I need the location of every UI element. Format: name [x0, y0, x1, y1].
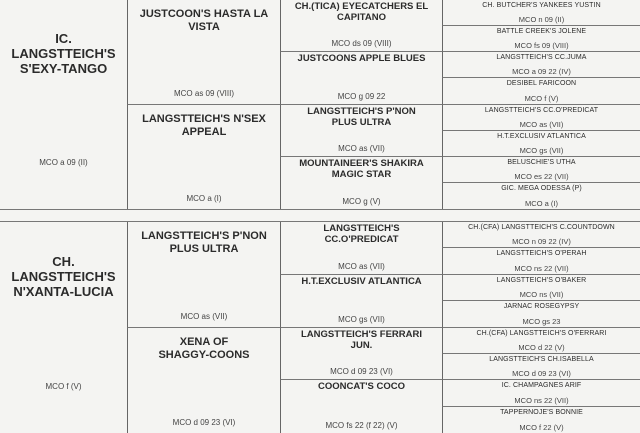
grandparent-dam-sire-name [281, 106, 442, 128]
grandparent-dam-dam-name [281, 381, 442, 392]
great-grandparent-sire-sire-sire-name-text: CH.(CFA) LANGSTTEICH'S C.COUNTDOWN [468, 224, 615, 231]
parent-dam [127, 105, 280, 210]
grandparent-sire-sire-name-line: LANGSTTEICH'S [323, 223, 400, 234]
grandparent-dam-sire-name-line: LANGSTTEICH'S FERRARI [300, 328, 422, 340]
grandparent-dam-sire [280, 105, 442, 157]
great-grandparent-dam-dam-sire-name [443, 381, 640, 390]
grandparent-sire-sire-name [281, 223, 442, 245]
grandparent-sire-sire [280, 222, 442, 275]
great-grandparent-dam-sire-sire [442, 328, 640, 354]
parent-dam-name [128, 336, 280, 362]
parent-sire-breed-code: MCO as 09 (VIII) [173, 88, 234, 98]
great-grandparent-dam-sire-dam-breed-code: MCO gs (VII) [519, 145, 564, 155]
subject-name-line: LANGSTTEICH'S [11, 269, 116, 284]
great-grandparent-sire-sire-dam-breed-code: MCO ns 22 (VII) [514, 263, 569, 273]
parent-sire-breed-code: MCO as (VII) [180, 311, 228, 321]
great-grandparent-sire-sire-sire-breed-code: MCO n 09 22 (IV) [512, 237, 571, 247]
great-grandparent-sire-dam-dam [442, 78, 640, 104]
great-grandparent-sire-sire-dam-breed-code: MCO fs 09 (VIII) [514, 41, 569, 51]
great-grandparent-sire-sire-sire-name [443, 223, 640, 232]
great-grandparent-sire-sire-dam-name [443, 27, 640, 36]
great-grandparent-sire-dam-dam-name-text: JARNAC ROSEGYPSY [503, 303, 580, 311]
great-grandparent-dam-sire-sire-name-text: LANGSTTEICH'S CC.O'PREDICAT [484, 106, 599, 114]
great-grandparent-sire-sire-dam [442, 248, 640, 274]
subject-name [0, 254, 127, 299]
great-grandparent-dam-dam-dam-name-text: GIC. MEGA ODESSA (P) [501, 184, 582, 192]
great-grandparent-sire-dam-sire-name-text: LANGSTTEICH'S O'BAKER [496, 276, 587, 284]
parent-sire-name [128, 8, 280, 34]
grandparent-sire-dam-name [281, 276, 442, 287]
grandparent-sire-dam-breed-code: MCO gs (VII) [338, 314, 385, 324]
great-grandparent-sire-dam-sire [442, 275, 640, 301]
grandparent-dam-sire-name [281, 329, 442, 351]
great-grandparent-dam-dam-sire-name-text: BELUSCHIE'S UTHA [507, 158, 576, 166]
grandparent-sire-dam [280, 275, 442, 328]
great-grandparent-dam-dam-sire-breed-code: MCO ns 22 (VII) [514, 395, 569, 405]
pedigree-2 [0, 222, 640, 433]
grandparent-dam-dam [280, 380, 442, 433]
parent-dam-name-line: APPEAL [181, 125, 227, 138]
parent-sire [127, 0, 280, 105]
grandparent-dam-dam-name-line: MAGIC STAR [331, 168, 392, 180]
grandparent-dam-dam-breed-code: MCO fs 22 (f 22) (V) [325, 421, 398, 430]
grandparent-dam-sire-name-line: PLUS ULTRA [331, 116, 392, 128]
grandparent-dam-dam-name-line: MOUNTAINEER'S SHAKIRA [299, 157, 424, 169]
great-grandparent-dam-dam-sire [442, 380, 640, 406]
grandparent-sire-sire-name-line: CAPITANO [337, 12, 386, 23]
great-grandparent-dam-dam-sire-name [443, 158, 640, 167]
grandparent-dam-sire-name-line: LANGSTTEICH'S P'NON [307, 105, 416, 117]
parent-sire [127, 222, 280, 328]
great-grandparent-dam-dam-dam-name-text: TAPPERNOJE'S BONNIE [500, 408, 583, 416]
great-grandparent-dam-sire-sire-breed-code: MCO d 22 (V) [518, 342, 565, 352]
parent-dam-name-line: XENA OF [179, 335, 229, 348]
great-grandparent-dam-dam-dam [442, 407, 640, 433]
great-grandparent-dam-dam-dam-name [443, 184, 640, 193]
great-grandparent-dam-sire-dam-breed-code: MCO d 09 23 (VI) [512, 369, 571, 379]
grandparent-sire-dam-name-line: JUSTCOONS APPLE BLUES [297, 53, 426, 65]
subject-name-line: S'EXY-TANGO [19, 61, 108, 76]
grandparent-sire-dam-name [281, 53, 442, 64]
great-grandparent-dam-sire-dam-name [443, 355, 640, 364]
subject-name-line: IC. [55, 31, 72, 46]
grandparent-dam-sire-breed-code: MCO as (VII) [338, 143, 385, 153]
grandparent-sire-sire-breed-code: MCO as (VII) [338, 261, 385, 271]
great-grandparent-sire-dam-dam-name [443, 79, 640, 88]
great-grandparent-sire-dam-dam-breed-code: MCO f (V) [524, 93, 559, 103]
parent-dam-breed-code: MCO a (I) [186, 194, 222, 203]
great-grandparent-dam-dam-sire [442, 157, 640, 183]
great-grandparent-sire-dam-dam-breed-code: MCO gs 23 [522, 316, 561, 326]
great-grandparent-sire-dam-sire-breed-code: MCO a 09 22 (IV) [512, 67, 571, 77]
great-grandparent-dam-sire-dam-name [443, 132, 640, 141]
grandparent-dam-sire [280, 328, 442, 381]
subject [0, 0, 127, 209]
grandparent-sire-sire-name-line: CC.O'PREDICAT [324, 234, 399, 245]
grandparent-sire-dam-name-line: H.T.EXCLUSIV ATLANTICA [301, 275, 422, 287]
great-grandparent-dam-dam-dam-name [443, 408, 640, 417]
subject-breed-code: MCO f (V) [45, 382, 82, 391]
great-grandparent-dam-sire-dam-name-text: H.T.EXCLUSIV ATLANTICA [497, 132, 586, 140]
subject-name-line: N'XANTA-LUCIA [13, 284, 114, 299]
parent-sire-name-line: JUSTCOON'S HASTA LA [139, 8, 269, 20]
great-grandparent-sire-sire-dam-name-text: LANGSTTEICH'S O'PERAH [496, 250, 587, 258]
great-grandparent-sire-dam-sire-breed-code: MCO ns (VII) [519, 290, 564, 300]
grandparent-sire-sire-name [281, 1, 442, 23]
parent-dam-name-line: SHAGGY-COONS [158, 348, 250, 361]
grandparent-sire-sire-breed-code: MCO ds 09 (VIII) [331, 39, 392, 49]
great-grandparent-sire-sire-sire-name [443, 1, 640, 10]
great-grandparent-sire-sire-sire-breed-code: MCO n 09 (II) [518, 15, 565, 25]
great-grandparent-sire-dam-sire-name [443, 276, 640, 285]
great-grandparent-sire-dam-dam-name-text: DESIBEL FARICOON [506, 80, 577, 88]
great-grandparent-dam-sire-dam [442, 131, 640, 157]
great-grandparent-sire-dam-sire [442, 52, 640, 78]
great-grandparent-dam-sire-sire [442, 105, 640, 131]
great-grandparent-dam-sire-sire-breed-code: MCO as (VII) [519, 119, 564, 129]
grandparent-dam-dam-name-line: COONCAT'S COCO [317, 381, 406, 393]
subject-name-line: CH. [52, 254, 75, 269]
subject-breed-code: MCO a 09 (II) [39, 158, 88, 167]
great-grandparent-dam-sire-sire-name-text: CH.(CFA) LANGSTTEICH'S O'FERRARI [476, 329, 607, 337]
great-grandparent-sire-sire-sire [442, 0, 640, 26]
great-grandparent-sire-sire-sire-name-text: CH. BUTCHER'S YANKEES YUSTIN [482, 2, 601, 9]
grandparent-dam-sire-name-line: JUN. [350, 339, 373, 351]
grandparent-sire-dam [280, 52, 442, 104]
subject-name-line: LANGSTTEICH'S [11, 46, 116, 61]
great-grandparent-sire-dam-dam [442, 301, 640, 327]
grandparent-sire-dam-breed-code: MCO g 09 22 [337, 91, 386, 101]
parent-sire-name-line: PLUS ULTRA [169, 243, 239, 255]
great-grandparent-sire-sire-dam-name-text: BATTLE CREEK'S JOLENE [496, 28, 587, 36]
grandparent-sire-sire-name-line: CH.(TICA) EYECATCHERS EL [294, 1, 429, 12]
parent-dam-breed-code: MCO d 09 23 (VI) [172, 418, 236, 427]
parent-dam-name [128, 113, 280, 139]
parent-sire-name-line: LANGSTTEICH'S P'NON [141, 230, 267, 242]
great-grandparent-sire-dam-dam-name [443, 302, 640, 311]
pedigree-1 [0, 0, 640, 209]
subject [0, 222, 127, 433]
parent-sire-name-line: VISTA [188, 21, 220, 33]
great-grandparent-dam-dam-dam-breed-code: MCO f 22 (V) [519, 423, 564, 432]
great-grandparent-sire-dam-sire-name [443, 53, 640, 62]
great-grandparent-dam-sire-sire-name [443, 329, 640, 338]
great-grandparent-dam-sire-dam-name-text: LANGSTTEICH'S CH.ISABELLA [489, 355, 594, 363]
great-grandparent-sire-dam-sire-name-text: LANGSTTEICH'S CC.JUMA [496, 54, 587, 62]
grandparent-dam-dam [280, 157, 442, 209]
great-grandparent-dam-sire-dam [442, 354, 640, 380]
subject-name [0, 31, 127, 76]
great-grandparent-sire-sire-dam-name [443, 249, 640, 258]
great-grandparent-sire-sire-sire [442, 222, 640, 248]
great-grandparent-dam-dam-sire-name-text: IC. CHAMPAGNES ARIF [501, 382, 582, 390]
grandparent-sire-sire [280, 0, 442, 52]
parent-dam [127, 328, 280, 433]
pedigree-divider [0, 209, 640, 222]
grandparent-dam-dam-name [281, 158, 442, 180]
parent-dam-name-line: LANGSTTEICH'S N'SEX [142, 112, 266, 125]
great-grandparent-sire-sire-dam [442, 26, 640, 52]
parent-sire-name [128, 230, 280, 256]
great-grandparent-dam-dam-sire-breed-code: MCO es 22 (VII) [514, 171, 569, 181]
grandparent-dam-sire-breed-code: MCO d 09 23 (VI) [330, 367, 393, 377]
great-grandparent-dam-dam-dam-breed-code: MCO a (I) [525, 199, 558, 208]
grandparent-dam-dam-breed-code: MCO g (V) [342, 197, 381, 206]
great-grandparent-dam-sire-sire-name [443, 106, 640, 115]
great-grandparent-dam-dam-dam [442, 183, 640, 209]
